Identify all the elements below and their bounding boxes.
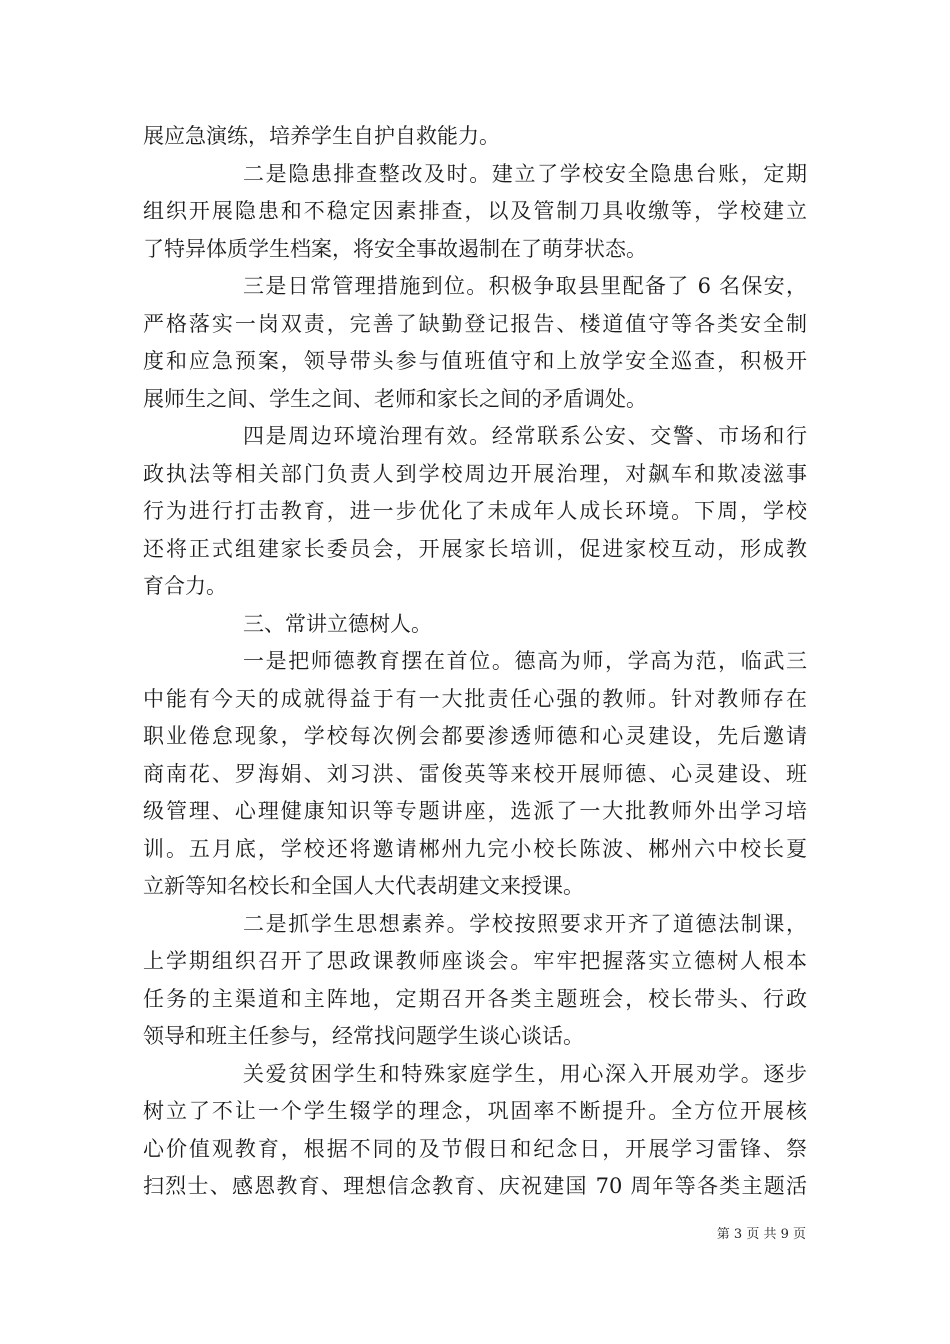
text-line: 中能有今天的成就得益于有一大批责任心强的教师。针对教师存在 bbox=[143, 686, 807, 711]
document-body bbox=[143, 118, 807, 1206]
text-line: 严格落实一岗双责，完善了缺勤登记报告、楼道值守等各类安全制 bbox=[143, 311, 807, 336]
text-line: 职业倦怠现象，学校每次例会都要渗透师德和心灵建设，先后邀请 bbox=[143, 724, 807, 748]
text-line: 了特异体质学生档案，将安全事故遏制在了萌芽状态。 bbox=[143, 236, 647, 261]
text-line: 领导和班主任参与，经常找问题学生谈心谈话。 bbox=[143, 1024, 584, 1048]
text-line: 心价值观教育，根据不同的及节假日和纪念日，开展学习雷锋、祭 bbox=[143, 1136, 807, 1161]
text-line: 上学期组织召开了思政课教师座谈会。牢牢把握落实立德树人根本 bbox=[143, 949, 807, 973]
text-line: 度和应急预案，领导带头参与值班值守和上放学安全巡查，积极开 bbox=[143, 349, 807, 373]
text-line: 还将正式组建家长委员会，开展家长培训，促进家校互动，形成教 bbox=[143, 536, 807, 561]
text-line: 四是周边环境治理有效。经常联系公安、交警、市场和行 bbox=[243, 424, 807, 448]
text-line: 立新等知名校长和全国人大代表胡建文来授课。 bbox=[143, 874, 584, 898]
text-line: 三是日常管理措施到位。积极争取县里配备了 6 名保安， bbox=[243, 274, 807, 298]
text-line: 二是隐患排查整改及时。建立了学校安全隐患台账，定期 bbox=[243, 161, 807, 186]
text-line: 育合力。 bbox=[143, 574, 227, 598]
text-line: 商南花、罗海娟、刘习洪、雷俊英等来校开展师德、心灵建设、班 bbox=[143, 761, 807, 786]
page-number: 第 3 页 共 9 页 bbox=[716, 1227, 806, 1242]
text-line: 扫烈士、感恩教育、理想信念教育、庆祝建国 70 周年等各类主题活 bbox=[143, 1174, 807, 1198]
text-line: 行为进行打击教育，进一步优化了未成年人成长环境。下周，学校 bbox=[143, 499, 807, 523]
text-line: 训。五月底，学校还将邀请郴州九完小校长陈波、郴州六中校长夏 bbox=[143, 836, 807, 861]
text-line: 二是抓学生思想素养。学校按照要求开齐了道德法制课， bbox=[243, 911, 807, 936]
text-line: 树立了不让一个学生辍学的理念，巩固率不断提升。全方位开展核 bbox=[143, 1099, 807, 1123]
text-line: 展应急演练，培养学生自护自救能力。 bbox=[143, 124, 500, 148]
text-line: 一是把师德教育摆在首位。德高为师，学高为范，临武三 bbox=[243, 649, 807, 673]
text-line: 组织开展隐患和不稳定因素排查，以及管制刀具收缴等，学校建立 bbox=[143, 199, 807, 223]
text-line: 三、常讲立德树人。 bbox=[243, 611, 432, 636]
text-line: 级管理、心理健康知识等专题讲座，选派了一大批教师外出学习培 bbox=[143, 799, 807, 823]
text-line: 任务的主渠道和主阵地，定期召开各类主题班会，校长带头、行政 bbox=[143, 986, 807, 1011]
text-line: 政执法等相关部门负责人到学校周边开展治理，对飙车和欺凌滋事 bbox=[143, 461, 807, 486]
text-line: 关爱贫困学生和特殊家庭学生，用心深入开展劝学。逐步 bbox=[243, 1061, 807, 1086]
text-line: 展师生之间、学生之间、老师和家长之间的矛盾调处。 bbox=[143, 386, 647, 411]
